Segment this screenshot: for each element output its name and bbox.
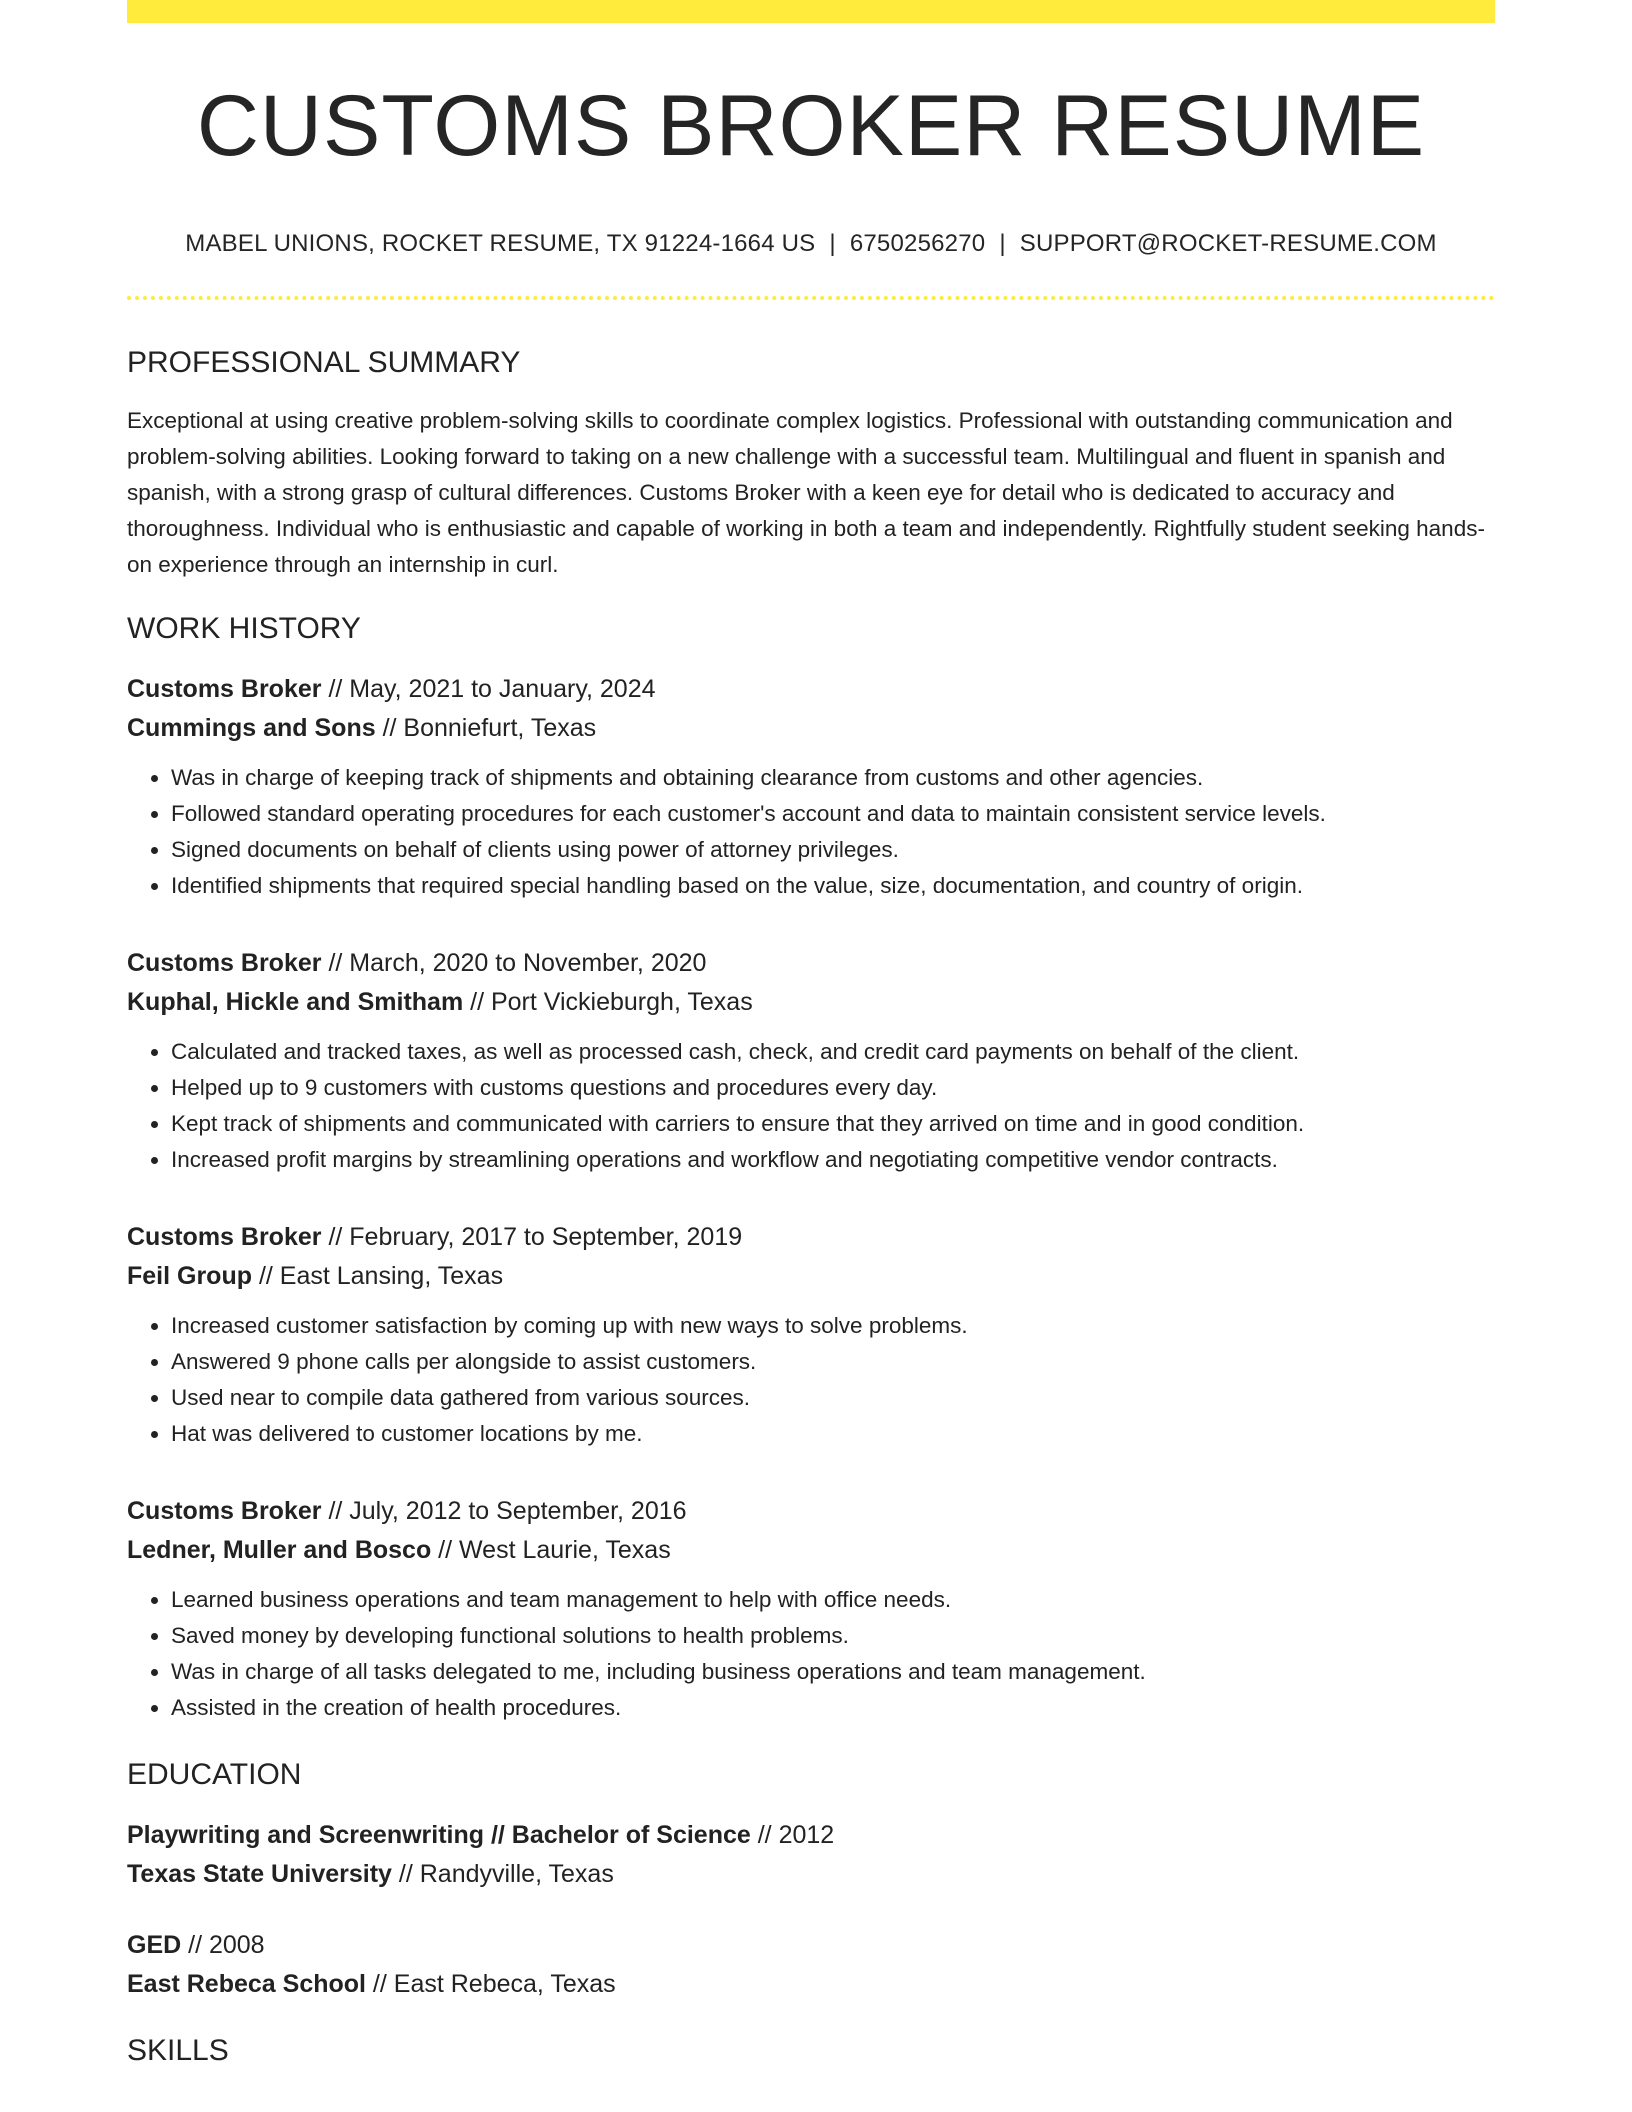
education-degree-line [127, 1816, 1495, 1855]
job-title: Customs Broker [127, 675, 322, 703]
job-bullet: • Helped up to 9 customers with customs questions and procedures every day. [171, 1070, 1495, 1106]
contact-phone: 6750256270 [849, 230, 986, 257]
job-dates: // February, 2017 to September, 2019 [321, 1223, 743, 1251]
skills-heading: SKILLS [127, 2034, 229, 2067]
job-company-line [127, 1257, 1495, 1296]
job-bullet: • Kept track of shipments and communicated with carriers to ensure that they arrived on time and in good condition. [171, 1106, 1495, 1142]
resume-content [127, 23, 1495, 2066]
job-bullet: • Followed standard operating procedures for each customer's account and data to maintain consistent service levels. [171, 796, 1495, 832]
work-history-heading: WORK HISTORY [127, 612, 361, 645]
job-bullets [127, 760, 1495, 904]
job-bullet: • Saved money by developing functional solutions to health problems. [171, 1618, 1495, 1654]
job-location: // Bonniefurt, Texas [375, 714, 597, 742]
education-school-line [127, 1855, 1495, 1894]
contact-email: SUPPORT@ROCKET-RESUME.COM [1019, 230, 1437, 257]
job-bullet: • Assisted in the creation of health procedures. [171, 1690, 1495, 1726]
contact-separator: | [829, 230, 836, 257]
education-year: // 2012 [750, 1821, 835, 1849]
job-entry [127, 670, 1495, 904]
job-location: // Port Vickieburgh, Texas [463, 988, 753, 1016]
summary-heading: PROFESSIONAL SUMMARY [127, 346, 521, 379]
job-bullet: • Learned business operations and team management to help with office needs. [171, 1582, 1495, 1618]
job-title-line [127, 944, 1495, 983]
education-degree: GED [127, 1931, 182, 1959]
job-title-line [127, 1492, 1495, 1531]
job-title-line [127, 1218, 1495, 1257]
job-bullet: • Used near to compile data gathered from various sources. [171, 1380, 1495, 1416]
job-company: Kuphal, Hickle and Smitham [127, 988, 464, 1016]
job-title: Customs Broker [127, 1497, 322, 1525]
job-company-line [127, 709, 1495, 748]
education-school: East Rebeca School [127, 1970, 366, 1998]
education-year: // 2008 [181, 1931, 265, 1959]
job-bullet: • Calculated and tracked taxes, as well as processed cash, check, and credit card payments on behalf of the client. [171, 1034, 1495, 1070]
job-bullet: • Signed documents on behalf of clients using power of attorney privileges. [171, 832, 1495, 868]
job-dates: // July, 2012 to September, 2016 [321, 1497, 687, 1525]
education-location: // East Rebeca, Texas [365, 1970, 616, 1998]
contact-line [127, 232, 1495, 256]
job-bullet: • Answered 9 phone calls per alongside to assist customers. [171, 1344, 1495, 1380]
job-company-line [127, 983, 1495, 1022]
summary-text: Exceptional at using creative problem-solving skills to coordinate complex logistics. Professional with outstanding communication and problem-solving abilities. Looking forward to taking on a new challenge with a successful team. Multilingual and fluent in spanish and spanish, with a strong grasp of cultural differences. Customs Broker with a keen eye for detail who is dedicated to accuracy and thoroughness. Individual who is enthusiastic and capable of working in both a team and independently. Rightfully student seeking hands-on experience through an internship in curl. [127, 408, 1485, 577]
job-bullet: • Was in charge of all tasks delegated to me, including business operations and team management. [171, 1654, 1495, 1690]
job-entry [127, 1218, 1495, 1452]
dotted-divider [127, 296, 1495, 300]
job-title-line [127, 670, 1495, 709]
education-degree-line [127, 1926, 1495, 1965]
education-heading: EDUCATION [127, 1758, 302, 1791]
education-entry [127, 1926, 1495, 2004]
job-bullets [127, 1034, 1495, 1178]
job-bullet: • Increased profit margins by streamlining operations and workflow and negotiating competitive vendor contracts. [171, 1142, 1495, 1178]
job-location: // East Lansing, Texas [252, 1262, 504, 1290]
job-entry [127, 1492, 1495, 1726]
top-accent-bar [127, 0, 1495, 23]
education-location: // Randyville, Texas [391, 1860, 614, 1888]
job-bullet: • Increased customer satisfaction by coming up with new ways to solve problems. [171, 1308, 1495, 1344]
resume-title: CUSTOMS BROKER RESUME [196, 78, 1426, 174]
job-bullet: • Hat was delivered to customer locations by me. [171, 1416, 1495, 1452]
job-title: Customs Broker [127, 949, 322, 977]
education-entry [127, 1816, 1495, 1894]
job-entry [127, 944, 1495, 1178]
education-school-line [127, 1965, 1495, 2004]
job-bullet: • Was in charge of keeping track of shipments and obtaining clearance from customs and other agencies. [171, 760, 1495, 796]
job-dates: // March, 2020 to November, 2020 [321, 949, 707, 977]
job-bullet: • Identified shipments that required special handling based on the value, size, documentation, and country of origin. [171, 868, 1495, 904]
job-company: Ledner, Muller and Bosco [127, 1536, 432, 1564]
job-company-line [127, 1531, 1495, 1570]
education-school: Texas State University [127, 1860, 392, 1888]
job-bullets [127, 1308, 1495, 1452]
job-dates: // May, 2021 to January, 2024 [321, 675, 656, 703]
contact-address: MABEL UNIONS, ROCKET RESUME, TX 91224-1664 US [185, 230, 816, 257]
education-degree: Playwriting and Screenwriting // Bachelor of Science [127, 1821, 751, 1849]
job-company: Cummings and Sons [127, 714, 376, 742]
contact-separator: | [999, 230, 1006, 257]
job-bullets [127, 1582, 1495, 1726]
job-company: Feil Group [127, 1262, 252, 1290]
job-location: // West Laurie, Texas [431, 1536, 671, 1564]
job-title: Customs Broker [127, 1223, 322, 1251]
